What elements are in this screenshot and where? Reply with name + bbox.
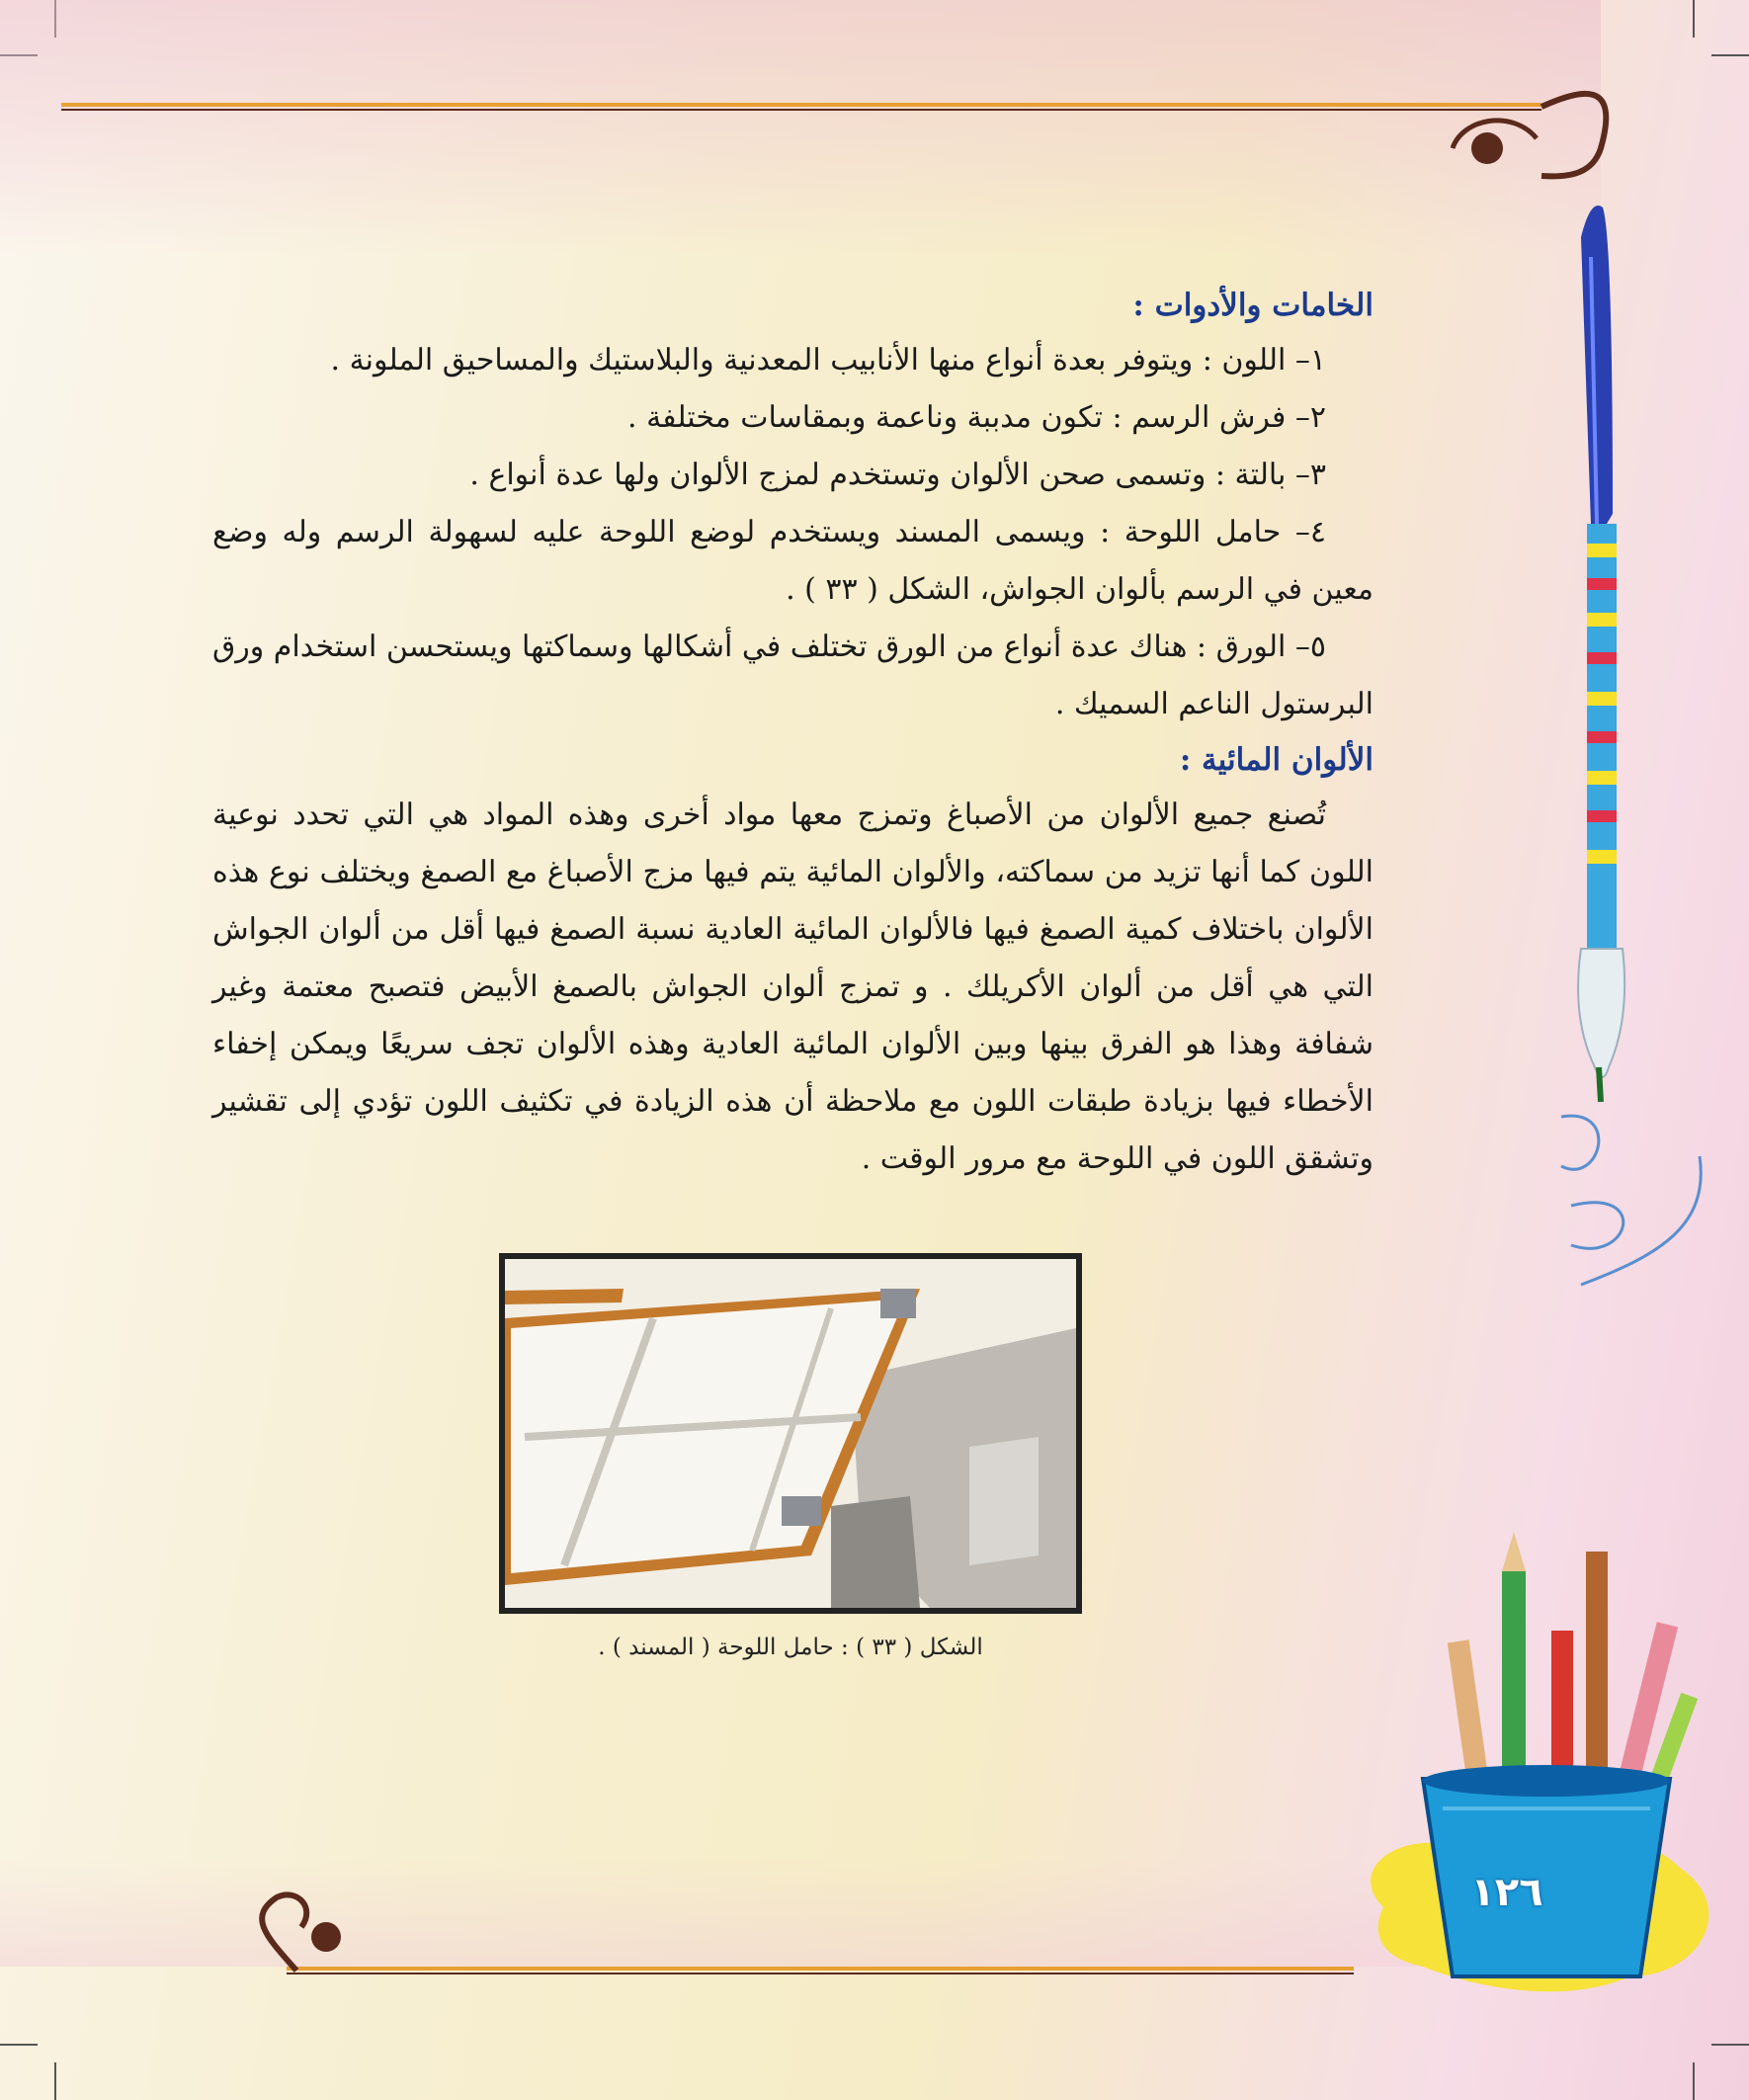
watercolors-heading: الألوان المائية : bbox=[1179, 742, 1374, 778]
easel-illustration bbox=[505, 1259, 1076, 1608]
list-item: ٢– فرش الرسم : تكون مدببة وناعمة وبمقاسات مختلفة . bbox=[627, 400, 1326, 435]
materials-heading: الخامات والأدوات : bbox=[1132, 288, 1374, 323]
paintbrush-illustration bbox=[1551, 198, 1670, 1107]
page-content bbox=[212, 279, 1374, 1188]
figure-easel bbox=[499, 1253, 1082, 1614]
list-item: ١– اللون : ويتوفر بعدة أنواع منها الأنابيب المعدنية والبلاستيك والمساحيق الملونة . bbox=[330, 343, 1326, 378]
figure-caption: الشكل ( ٣٣ ) : حامل اللوحة ( المسند ) . bbox=[598, 1635, 983, 1660]
materials-list bbox=[212, 332, 1374, 733]
list-item: ٤– حامل اللوحة : ويسمى المسند ويستخدم لوضع اللوحة عليه لسهولة الرسم وله وضع معين في الرسم بألوان الجواش، الشكل ( ٣٣ ) . bbox=[212, 515, 1374, 607]
watercolors-paragraph: تُصنع جميع الألوان من الأصباغ وتمزج معها مواد أخرى وهذه المواد هي التي تحدد نوعية اللون كما أنها تزيد من سماكته، والألوان المائية يتم فيها مزج الأصباغ مع الصمغ ويختلف نوع هذه الألوان باختلاف كمية الصمغ فيها فالألوان المائية العادية نسبة الصمغ فيها أقل من ألوان الجواش التي هي أقل من ألوان الأكريلك . و تمزج ألوان الجواش بالصمغ الأبيض فتصبح معتمة وغير شفافة وهذا هو الفرق بينها وبين الألوان المائية العادية وهذه الألوان تجف سريعًا ويمكن إخفاء الأخطاء فيها بزيادة طبقات اللون مع ملاحظة أن هذه الزيادة في تكثيف اللون تؤدي إلى تقشير وتشقق اللون في اللوحة مع مرور الوقت . bbox=[212, 798, 1374, 1176]
list-item: ٣– بالتة : وتسمى صحن الألوان وتستخدم لمزج الألوان ولها عدة أنواع . bbox=[469, 458, 1326, 492]
pencil-cup-illustration bbox=[1344, 1512, 1739, 2006]
list-item: ٥– الورق : هناك عدة أنواع من الورق تختلف في أشكالها وسماكتها ويستحسن استخدام ورق البرستول الناعم السميك . bbox=[212, 630, 1374, 721]
page-number: ١٢٦ bbox=[1470, 1870, 1543, 1915]
decorative-swirl bbox=[1541, 1097, 1719, 1314]
